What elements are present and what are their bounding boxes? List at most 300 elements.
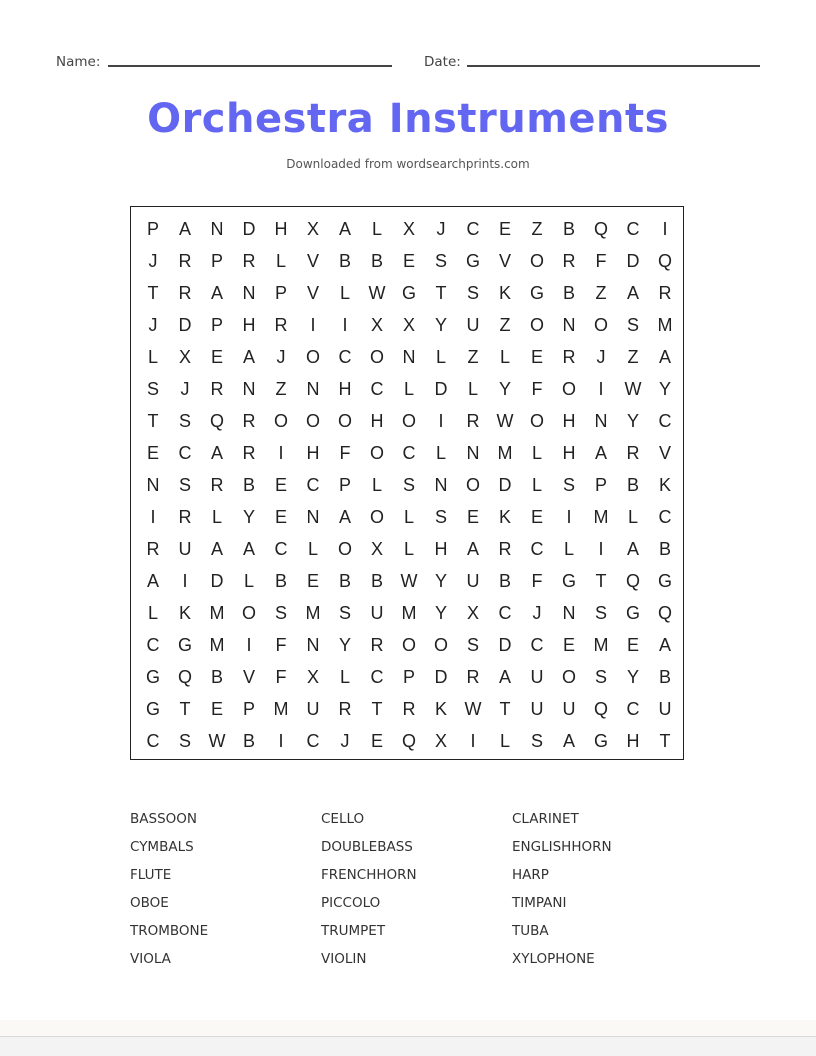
grid-cell[interactable]: V [658,443,671,463]
grid-cell[interactable]: T [659,731,671,751]
grid-cell[interactable]: C [306,731,320,751]
grid-cell[interactable]: F [275,635,287,655]
grid-cell[interactable]: H [274,219,288,239]
grid-cell[interactable]: O [593,315,608,335]
grid-cell[interactable]: J [596,347,606,367]
word-list-item: FLUTE [130,867,172,883]
grid-cell[interactable]: U [562,699,576,719]
grid-cell[interactable]: W [624,379,642,399]
grid-cell[interactable]: F [531,379,543,399]
grid-cell[interactable]: R [466,667,480,687]
grid-cell[interactable]: P [338,475,351,495]
grid-cell[interactable]: Q [657,251,672,271]
grid-cell[interactable]: I [278,731,284,751]
grid-cell[interactable]: O [529,411,544,431]
grid-cell[interactable]: Q [209,411,224,431]
grid-cell[interactable]: C [498,603,512,623]
grid-cell[interactable]: K [498,507,511,527]
grid-cell[interactable]: B [242,731,255,751]
grid-cell[interactable]: Q [593,699,608,719]
grid-cell[interactable]: D [178,315,192,335]
grid-cell[interactable]: C [658,411,672,431]
grid-cell[interactable]: I [598,539,604,559]
grid-cell[interactable]: U [530,667,544,687]
grid-cell[interactable]: E [306,571,319,591]
grid-cell[interactable]: B [626,475,639,495]
name-field-line[interactable] [108,65,392,67]
grid-cell[interactable]: H [338,379,352,399]
grid-cell[interactable]: B [210,667,223,687]
grid-cell[interactable]: T [499,699,511,719]
grid-cell[interactable]: P [594,475,607,495]
grid-cell[interactable]: L [243,571,254,591]
word-search-grid-frame [130,206,684,760]
grid-cell[interactable]: D [498,635,512,655]
grid-cell[interactable]: B [658,667,671,687]
grid-cell[interactable]: E [530,347,543,367]
word-list [130,808,690,976]
grid-cell[interactable]: G [177,635,192,655]
grid-cell[interactable]: A [658,635,671,655]
grid-cell[interactable]: T [371,699,383,719]
grid-cell[interactable]: D [242,219,256,239]
grid-cell[interactable]: R [658,283,672,303]
grid-cell[interactable]: U [530,699,544,719]
grid-cell[interactable]: E [626,635,639,655]
grid-cell[interactable]: R [178,251,192,271]
grid-cell[interactable]: L [499,347,510,367]
grid-cell[interactable]: V [242,667,255,687]
grid-cell[interactable]: M [209,635,225,655]
grid-cell[interactable]: L [531,443,542,463]
grid-cell[interactable]: G [529,283,544,303]
grid-cell[interactable]: R [498,539,512,559]
grid-cell[interactable]: A [562,731,575,751]
grid-cell[interactable]: E [466,507,479,527]
grid-cell[interactable]: U [658,699,672,719]
grid-cell[interactable]: E [274,507,287,527]
grid-cell[interactable]: R [178,283,192,303]
grid-cell[interactable]: W [368,283,386,303]
grid-cell[interactable]: B [242,475,255,495]
grid-cell[interactable]: A [242,347,255,367]
grid-cell[interactable]: S [434,507,447,527]
grid-cell[interactable]: I [470,731,476,751]
grid-cell[interactable]: C [626,219,640,239]
grid-cell[interactable]: D [498,475,512,495]
source-subtitle: Downloaded from wordsearchprints.com [286,157,530,171]
grid-cell[interactable]: L [403,379,414,399]
grid-cell[interactable]: U [178,539,192,559]
grid-cell[interactable]: K [658,475,671,495]
grid-cell[interactable]: G [625,603,640,623]
grid-cell[interactable]: G [145,667,160,687]
grid-cell[interactable]: Q [401,731,416,751]
grid-cell[interactable]: L [467,379,478,399]
grid-cell[interactable]: C [530,539,544,559]
grid-cell[interactable]: A [242,539,255,559]
grid-cell[interactable]: O [305,411,320,431]
grid-cell[interactable]: J [276,347,286,367]
grid-cell[interactable]: U [466,571,480,591]
grid-cell[interactable]: O [337,539,352,559]
grid-cell[interactable]: E [402,251,415,271]
grid-cell[interactable]: S [530,731,543,751]
grid-cell[interactable]: R [242,411,256,431]
grid-cell[interactable]: A [466,539,479,559]
grid-cell[interactable]: Z [499,315,511,335]
grid-cell[interactable]: E [210,347,223,367]
grid-cell[interactable]: A [498,667,511,687]
grid-cell[interactable]: G [145,699,160,719]
grid-cell[interactable]: J [532,603,542,623]
grid-cell[interactable]: N [402,347,416,367]
grid-cell[interactable]: N [434,475,448,495]
grid-cell[interactable]: X [370,315,383,335]
grid-cell[interactable]: U [370,603,384,623]
grid-cell[interactable]: A [210,539,223,559]
grid-cell[interactable]: D [210,571,224,591]
grid-cell[interactable]: Z [275,379,287,399]
grid-cell[interactable]: O [561,667,576,687]
grid-cell[interactable]: E [146,443,159,463]
grid-cell[interactable]: N [242,379,256,399]
grid-cell[interactable]: A [626,539,639,559]
grid-cell[interactable]: R [146,539,160,559]
grid-cell[interactable]: A [658,347,671,367]
grid-cell[interactable]: W [464,699,482,719]
grid-cell[interactable]: G [465,251,480,271]
grid-cell[interactable]: C [626,699,640,719]
grid-cell[interactable]: J [340,731,350,751]
grid-cell[interactable]: J [148,251,158,271]
grid-cell[interactable]: S [178,731,191,751]
grid-cell[interactable]: N [242,283,256,303]
grid-cell[interactable]: O [529,251,544,271]
grid-cell[interactable]: Q [593,219,608,239]
grid-cell[interactable]: D [626,251,640,271]
grid-cell[interactable]: B [370,571,383,591]
grid-cell[interactable]: L [371,475,382,495]
grid-cell[interactable]: R [242,443,256,463]
grid-cell[interactable]: Q [657,603,672,623]
grid-cell[interactable]: L [531,475,542,495]
grid-cell[interactable]: H [562,443,576,463]
grid-cell[interactable]: M [305,603,321,623]
grid-cell[interactable]: F [531,571,543,591]
grid-cell[interactable]: Q [177,667,192,687]
grid-cell[interactable]: O [369,347,384,367]
grid-cell[interactable]: P [242,699,255,719]
grid-cell[interactable]: P [402,667,415,687]
grid-cell[interactable]: S [338,603,351,623]
grid-cell[interactable]: S [146,379,159,399]
grid-cell[interactable]: H [242,315,256,335]
grid-cell[interactable]: N [594,411,608,431]
grid-cell[interactable]: M [593,507,609,527]
grid-cell[interactable]: W [208,731,226,751]
grid-cell[interactable]: L [435,347,446,367]
grid-cell[interactable]: L [147,603,158,623]
grid-cell[interactable]: L [339,283,350,303]
grid-cell[interactable]: O [433,635,448,655]
grid-cell[interactable]: A [178,219,191,239]
grid-cell[interactable]: G [593,731,608,751]
grid-cell[interactable]: N [562,603,576,623]
grid-cell[interactable]: Q [625,571,640,591]
grid-cell[interactable]: V [306,283,319,303]
grid-cell[interactable]: B [338,571,351,591]
grid-cell[interactable]: P [274,283,287,303]
grid-cell[interactable]: J [148,315,158,335]
grid-cell[interactable]: I [310,315,316,335]
grid-cell[interactable]: F [339,443,351,463]
grid-cell[interactable]: A [338,219,351,239]
grid-cell[interactable]: E [498,219,511,239]
grid-cell[interactable]: C [338,347,352,367]
grid-cell[interactable]: L [339,667,350,687]
grid-cell[interactable]: W [496,411,514,431]
grid-cell[interactable]: D [434,379,448,399]
grid-cell[interactable]: Z [627,347,639,367]
grid-cell[interactable]: C [370,667,384,687]
grid-cell[interactable]: S [626,315,639,335]
grid-cell[interactable]: E [562,635,575,655]
grid-cell[interactable]: H [434,539,448,559]
grid-cell[interactable]: X [370,539,383,559]
grid-cell[interactable]: N [306,379,320,399]
grid-cell[interactable]: H [306,443,320,463]
grid-cell[interactable]: O [241,603,256,623]
grid-cell[interactable]: I [182,571,188,591]
grid-cell[interactable]: B [562,219,575,239]
grid-cell[interactable]: O [337,411,352,431]
grid-cell[interactable]: E [274,475,287,495]
grid-cell[interactable]: A [146,571,159,591]
grid-cell[interactable]: C [370,379,384,399]
grid-cell[interactable]: M [593,635,609,655]
grid-cell[interactable]: A [626,283,639,303]
grid-cell[interactable]: K [434,699,447,719]
grid-cell[interactable]: I [246,635,252,655]
grid-cell[interactable]: Y [434,571,447,591]
grid-cell[interactable]: K [498,283,511,303]
grid-cell[interactable]: X [402,315,415,335]
word-list-item: TROMBONE [130,923,209,939]
grid-cell[interactable]: O [465,475,480,495]
grid-cell[interactable]: X [466,603,479,623]
grid-cell[interactable]: O [401,411,416,431]
grid-cell[interactable]: R [562,347,576,367]
grid-cell[interactable]: S [178,411,191,431]
word-list-item: TIMPANI [512,895,567,911]
grid-cell[interactable]: C [178,443,192,463]
grid-cell[interactable]: B [274,571,287,591]
grid-cell[interactable]: E [210,699,223,719]
grid-cell[interactable]: I [662,219,668,239]
grid-cell[interactable]: Y [626,411,639,431]
grid-cell[interactable]: S [594,667,607,687]
grid-cell[interactable]: R [402,699,416,719]
grid-cell[interactable]: B [370,251,383,271]
grid-cell[interactable]: N [306,507,320,527]
grid-cell[interactable]: O [273,411,288,431]
grid-cell[interactable]: V [306,251,319,271]
grid-cell[interactable]: M [273,699,289,719]
grid-cell[interactable]: I [342,315,348,335]
grid-cell[interactable]: A [210,443,223,463]
date-field-line[interactable] [467,65,760,67]
grid-cell[interactable]: H [626,731,640,751]
name-label: Name: [56,54,101,70]
grid-cell[interactable]: E [530,507,543,527]
grid-cell[interactable]: I [566,507,572,527]
word-list-item: BASSOON [130,811,197,827]
grid-cell[interactable]: B [338,251,351,271]
grid-cell[interactable]: R [626,443,640,463]
grid-cell[interactable]: N [146,475,160,495]
grid-cell[interactable]: L [371,219,382,239]
grid-cell[interactable]: Z [531,219,543,239]
word-list-item: CLARINET [512,811,579,827]
grid-cell[interactable]: P [210,315,223,335]
grid-cell[interactable]: M [401,603,417,623]
grid-cell[interactable]: L [499,731,510,751]
grid-cell[interactable]: T [435,283,447,303]
grid-cell[interactable]: O [369,507,384,527]
grid-cell[interactable]: P [210,251,223,271]
grid-cell[interactable]: I [438,411,444,431]
grid-cell[interactable]: B [562,283,575,303]
grid-cell[interactable]: L [147,347,158,367]
grid-cell[interactable]: Y [434,603,447,623]
grid-cell[interactable]: O [561,379,576,399]
grid-cell[interactable]: C [658,507,672,527]
grid-cell[interactable]: A [594,443,607,463]
grid-cell[interactable]: C [146,731,160,751]
grid-cell[interactable]: T [147,411,159,431]
grid-cell[interactable]: R [210,475,224,495]
grid-cell[interactable]: C [274,539,288,559]
grid-cell[interactable]: N [210,219,224,239]
grid-cell[interactable]: F [595,251,607,271]
grid-cell[interactable]: G [657,571,672,591]
grid-cell[interactable]: S [402,475,415,495]
grid-cell[interactable]: R [370,635,384,655]
grid-cell[interactable]: S [466,283,479,303]
grid-cell[interactable]: L [435,443,446,463]
grid-cell[interactable]: R [562,251,576,271]
grid-cell[interactable]: G [561,571,576,591]
grid-cell[interactable]: Y [338,635,351,655]
grid-cell[interactable]: S [594,603,607,623]
grid-cell[interactable]: B [498,571,511,591]
grid-cell[interactable]: M [497,443,513,463]
grid-cell[interactable]: S [274,603,287,623]
grid-cell[interactable]: X [306,667,319,687]
grid-cell[interactable]: N [562,315,576,335]
grid-cell[interactable]: U [466,315,480,335]
grid-cell[interactable]: G [401,283,416,303]
grid-cell[interactable]: I [598,379,604,399]
grid-cell[interactable]: C [146,635,160,655]
grid-cell[interactable]: L [211,507,222,527]
grid-cell[interactable]: Z [467,347,479,367]
grid-cell[interactable]: X [402,219,415,239]
grid-cell[interactable]: L [403,539,414,559]
grid-cell[interactable]: A [338,507,351,527]
grid-cell[interactable]: J [436,219,446,239]
grid-cell[interactable]: Y [434,315,447,335]
grid-cell[interactable]: C [402,443,416,463]
grid-cell[interactable]: R [274,315,288,335]
grid-cell[interactable]: Y [626,667,639,687]
grid-cell[interactable]: T [147,283,159,303]
grid-cell[interactable]: L [307,539,318,559]
grid-cell[interactable]: E [370,731,383,751]
grid-cell[interactable]: S [562,475,575,495]
grid-cell[interactable]: L [563,539,574,559]
grid-cell[interactable]: I [150,507,156,527]
grid-cell[interactable]: L [403,507,414,527]
grid-cell[interactable]: O [529,315,544,335]
grid-cell[interactable]: D [434,667,448,687]
grid-cell[interactable]: S [466,635,479,655]
grid-cell[interactable]: A [210,283,223,303]
grid-cell[interactable]: X [306,219,319,239]
grid-cell[interactable]: C [530,635,544,655]
grid-cell[interactable]: U [306,699,320,719]
grid-cell[interactable]: H [370,411,384,431]
grid-cell[interactable]: F [275,667,287,687]
grid-cell[interactable]: C [306,475,320,495]
grid-cell[interactable]: V [498,251,511,271]
grid-cell[interactable]: O [369,443,384,463]
grid-cell[interactable]: J [180,379,190,399]
grid-cell[interactable]: O [401,635,416,655]
grid-cell[interactable]: Y [658,379,671,399]
grid-cell[interactable]: R [178,507,192,527]
grid-cell[interactable]: H [562,411,576,431]
grid-cell[interactable]: Z [595,283,607,303]
grid-cell[interactable]: T [179,699,191,719]
grid-cell[interactable]: Y [498,379,511,399]
grid-cell[interactable]: O [305,347,320,367]
grid-cell[interactable]: L [627,507,638,527]
grid-cell[interactable]: I [278,443,284,463]
grid-cell[interactable]: B [658,539,671,559]
grid-cell[interactable]: N [306,635,320,655]
grid-cell[interactable]: X [434,731,447,751]
grid-cell[interactable]: X [178,347,191,367]
grid-cell[interactable]: S [178,475,191,495]
grid-cell[interactable]: R [466,411,480,431]
grid-cell[interactable]: R [210,379,224,399]
grid-cell[interactable]: R [242,251,256,271]
grid-cell[interactable]: N [466,443,480,463]
grid-cell[interactable]: T [595,571,607,591]
grid-cell[interactable]: S [434,251,447,271]
grid-cell[interactable]: M [209,603,225,623]
grid-cell[interactable]: M [657,315,673,335]
grid-cell[interactable]: K [178,603,191,623]
grid-cell[interactable]: C [466,219,480,239]
grid-cell[interactable]: W [400,571,418,591]
grid-cell[interactable]: R [338,699,352,719]
grid-cell[interactable]: P [146,219,159,239]
grid-cell[interactable]: Y [242,507,255,527]
grid-cell[interactable]: L [275,251,286,271]
